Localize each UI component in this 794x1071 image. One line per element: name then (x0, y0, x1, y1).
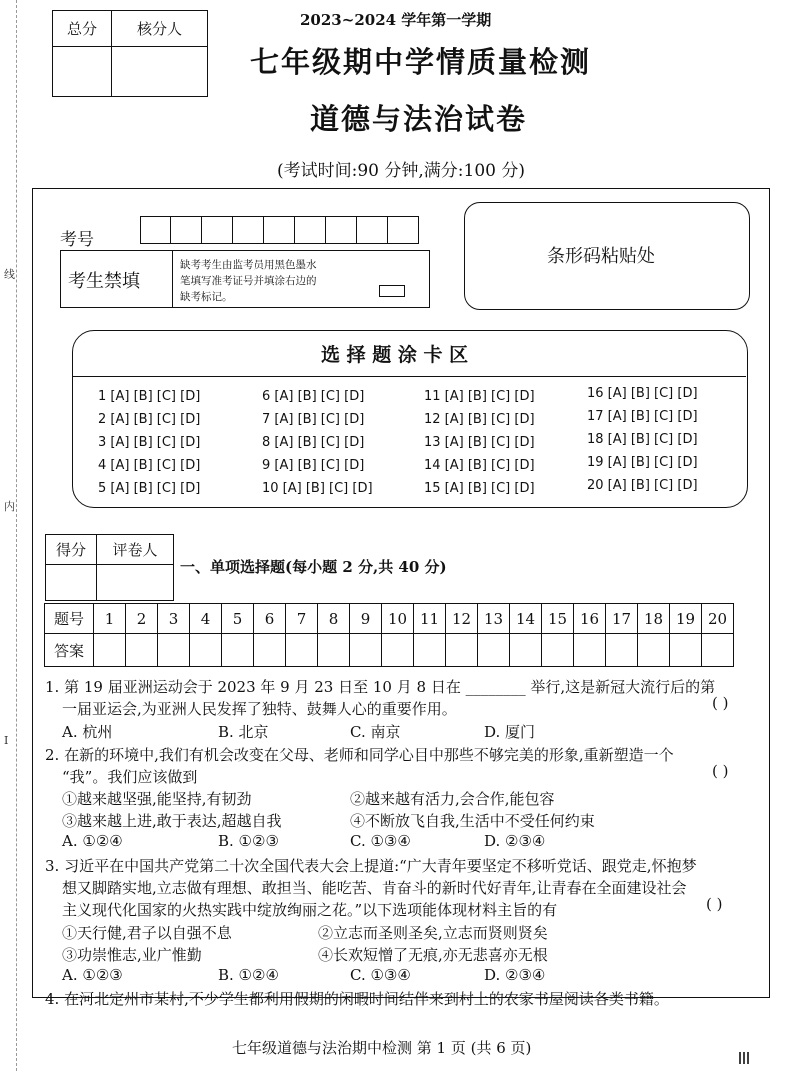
restricted-note-1: 缺考考生由监考员用黑色墨水 (180, 259, 317, 271)
answer-bubble-q11[interactable]: 11 [A] [B] [C] [D] (424, 389, 535, 404)
answer-bubble-q13[interactable]: 13 [A] [B] [C] [D] (424, 435, 535, 450)
question-3-option-c: C. ①③④ (350, 966, 411, 984)
answer-bubble-q1[interactable]: 1 [A] [B] [C] [D] (98, 389, 201, 404)
question-1-answer-blank[interactable]: ( ) (712, 694, 729, 712)
answer-grid-number-label: 题号 (45, 604, 94, 634)
question-1-line-1: 1. 第 19 届亚洲运动会于 2023 年 9 月 23 日至 10 月 8 日在 ________ 举行,这是新冠大流行后的第 (45, 678, 716, 696)
answer-cell[interactable] (638, 634, 670, 667)
question-2-statement-4: ④不断放飞自我,生活中不受任何约束 (350, 812, 595, 830)
question-2-statement-2: ②越来越有活力,会合作,能包容 (350, 790, 555, 808)
score-summary-table (52, 10, 208, 97)
answer-grid-number: 15 (542, 604, 574, 634)
restricted-note-3: 缺考标记。 (180, 291, 233, 303)
question-2-option-a: A. ①②④ (62, 832, 123, 850)
candidate-number-label: 考号 (60, 230, 94, 250)
answer-bubble-q2[interactable]: 2 [A] [B] [C] [D] (98, 412, 201, 427)
grader-table (45, 534, 174, 601)
question-3-statement-4: ④长欢短憎了无痕,亦无悲喜亦无根 (318, 946, 548, 964)
answer-bubble-q7[interactable]: 7 [A] [B] [C] [D] (262, 412, 365, 427)
answer-cell[interactable] (350, 634, 382, 667)
question-1-option-d: D. 厦门 (484, 723, 536, 741)
answer-grid-answer-label: 答案 (45, 634, 94, 667)
answer-cell[interactable] (158, 634, 190, 667)
binding-margin-line (16, 0, 17, 1071)
qr-code-icon (739, 1052, 751, 1064)
answer-grid-number: 18 (638, 604, 670, 634)
answer-grid-number: 8 (318, 604, 350, 634)
answer-cell[interactable] (702, 634, 734, 667)
answer-cell[interactable] (254, 634, 286, 667)
answer-cell[interactable] (190, 634, 222, 667)
answer-bubble-q3[interactable]: 3 [A] [B] [C] [D] (98, 435, 201, 450)
answer-cell[interactable] (222, 634, 254, 667)
question-1-option-a: A. 杭州 (62, 723, 113, 741)
term-label: 2023~2024 学年第一学期 (300, 11, 492, 29)
grader-name-label: 评卷人 (97, 535, 174, 565)
answer-grid-number: 6 (254, 604, 286, 634)
answer-bubble-q19[interactable]: 19 [A] [B] [C] [D] (587, 455, 698, 470)
question-3-line-2: 想又脚踏实地,立志做有理想、敢担当、能吃苦、肯奋斗的新时代好青年,让青春在全面建设社会 (62, 879, 687, 897)
answer-grid (44, 603, 734, 667)
grader-name-cell[interactable] (97, 565, 174, 601)
absent-mark-box[interactable] (379, 285, 405, 297)
answer-cell[interactable] (446, 634, 478, 667)
answer-bubble-q9[interactable]: 9 [A] [B] [C] [D] (262, 458, 365, 473)
answer-cell[interactable] (318, 634, 350, 667)
answer-grid-number: 19 (670, 604, 702, 634)
answer-grid-number: 5 (222, 604, 254, 634)
answer-grid-number: 11 (414, 604, 446, 634)
question-3-option-a: A. ①②③ (62, 966, 123, 984)
answer-bubble-q5[interactable]: 5 [A] [B] [C] [D] (98, 481, 201, 496)
question-2-option-b: B. ①②③ (218, 832, 279, 850)
restricted-note-2: 笔填写准考证号并填涂右边的 (180, 275, 317, 287)
margin-mark-inner: 内 (4, 500, 15, 513)
question-3-option-d: D. ②③④ (484, 966, 546, 984)
question-3-line-1: 3. 习近平在中国共产党第二十次全国代表大会上提道:“广大青年要坚定不移听党话、跟党走,怀抱梦 (45, 857, 697, 875)
question-1-line-2: 一届亚运会,为亚洲人民发挥了独特、鼓舞人心的重要作用。 (62, 700, 457, 718)
question-2-statement-1: ①越来越坚强,能坚持,有韧劲 (62, 790, 252, 808)
exam-subtitle: 道德与法治试卷 (310, 102, 528, 136)
answer-cell[interactable] (574, 634, 606, 667)
answer-cell[interactable] (510, 634, 542, 667)
answer-bubble-q12[interactable]: 12 [A] [B] [C] [D] (424, 412, 535, 427)
answer-bubble-q17[interactable]: 17 [A] [B] [C] [D] (587, 409, 698, 424)
answer-grid-number: 16 (574, 604, 606, 634)
answer-card-divider (73, 376, 746, 377)
question-3-option-b: B. ①②④ (218, 966, 279, 984)
margin-mark-line: 线 (4, 268, 15, 281)
exam-info: (考试时间:90 分钟,满分:100 分) (277, 161, 526, 181)
answer-grid-number: 3 (158, 604, 190, 634)
answer-bubble-q14[interactable]: 14 [A] [B] [C] [D] (424, 458, 535, 473)
page-footer: 七年级道德与法治期中检测 第 1 页 (共 6 页) (232, 1039, 532, 1057)
question-4-line-1: 4. 在河北定州市某村,不少学生都利用假期的闲暇时间结伴来到村上的农家书屋阅读各类书籍。 (45, 990, 669, 1008)
answer-cell[interactable] (478, 634, 510, 667)
question-1-option-b: B. 北京 (218, 723, 269, 741)
answer-bubble-q18[interactable]: 18 [A] [B] [C] [D] (587, 432, 698, 447)
answer-cell[interactable] (382, 634, 414, 667)
question-2-statement-3: ③越来越上进,敢于表达,超越自我 (62, 812, 282, 830)
exam-title: 七年级期中学情质量检测 (250, 45, 592, 79)
answer-cell[interactable] (286, 634, 318, 667)
question-3-answer-blank[interactable]: ( ) (706, 895, 723, 913)
question-3-line-3: 主义现代化国家的火热实践中绽放绚丽之花。”以下选项能体现材料主旨的有 (62, 901, 558, 919)
answer-grid-number: 14 (510, 604, 542, 634)
answer-grid-number: 17 (606, 604, 638, 634)
checker-cell[interactable] (112, 47, 208, 97)
answer-bubble-q20[interactable]: 20 [A] [B] [C] [D] (587, 478, 698, 493)
answer-grid-number: 7 (286, 604, 318, 634)
question-2-option-c: C. ①③④ (350, 832, 411, 850)
total-score-cell[interactable] (53, 47, 112, 97)
section1-heading: 一、单项选择题(每小题 2 分,共 40 分) (180, 558, 447, 576)
answer-cell[interactable] (414, 634, 446, 667)
total-score-label: 总分 (53, 11, 112, 47)
answer-bubble-q8[interactable]: 8 [A] [B] [C] [D] (262, 435, 365, 450)
question-2-line-1: 2. 在新的环境中,我们有机会改变在父母、老师和同学心目中那些不够完美的形象,重新塑造一个 (45, 746, 674, 764)
answer-cell[interactable] (94, 634, 126, 667)
question-3-statement-1: ①天行健,君子以自强不息 (62, 924, 232, 942)
answer-grid-number: 9 (350, 604, 382, 634)
answer-card-title: 选 择 题 涂 卡 区 (321, 344, 469, 366)
answer-bubble-q10[interactable]: 10 [A] [B] [C] [D] (262, 481, 373, 496)
question-3-statement-2: ②立志而圣则圣矣,立志而贤则贤矣 (318, 924, 548, 942)
margin-mark-bar: I (4, 734, 9, 747)
answer-bubble-q6[interactable]: 6 [A] [B] [C] [D] (262, 389, 365, 404)
answer-grid-number: 13 (478, 604, 510, 634)
answer-cell[interactable] (606, 634, 638, 667)
answer-grid-number: 2 (126, 604, 158, 634)
answer-bubble-q15[interactable]: 15 [A] [B] [C] [D] (424, 481, 535, 496)
answer-grid-number: 10 (382, 604, 414, 634)
answer-bubble-q16[interactable]: 16 [A] [B] [C] [D] (587, 386, 698, 401)
checker-label: 核分人 (112, 11, 208, 47)
grader-score-cell[interactable] (46, 565, 97, 601)
question-2-line-2: “我”。我们应该做到 (62, 768, 198, 786)
answer-grid-number: 4 (190, 604, 222, 634)
answer-grid-number: 1 (94, 604, 126, 634)
restricted-label: 考生禁填 (68, 271, 140, 292)
restricted-divider (172, 250, 173, 308)
question-2-answer-blank[interactable]: ( ) (712, 762, 729, 780)
answer-cell[interactable] (670, 634, 702, 667)
answer-grid-number: 20 (702, 604, 734, 634)
answer-bubble-q4[interactable]: 4 [A] [B] [C] [D] (98, 458, 201, 473)
answer-grid-number: 12 (446, 604, 478, 634)
answer-cell[interactable] (126, 634, 158, 667)
answer-cell[interactable] (542, 634, 574, 667)
question-2-option-d: D. ②③④ (484, 832, 546, 850)
candidate-number-boxes[interactable] (140, 216, 419, 244)
question-1-option-c: C. 南京 (350, 723, 401, 741)
question-3-statement-3: ③功崇惟志,业广惟勤 (62, 946, 202, 964)
barcode-label: 条形码粘贴处 (547, 246, 655, 267)
grader-score-label: 得分 (46, 535, 97, 565)
